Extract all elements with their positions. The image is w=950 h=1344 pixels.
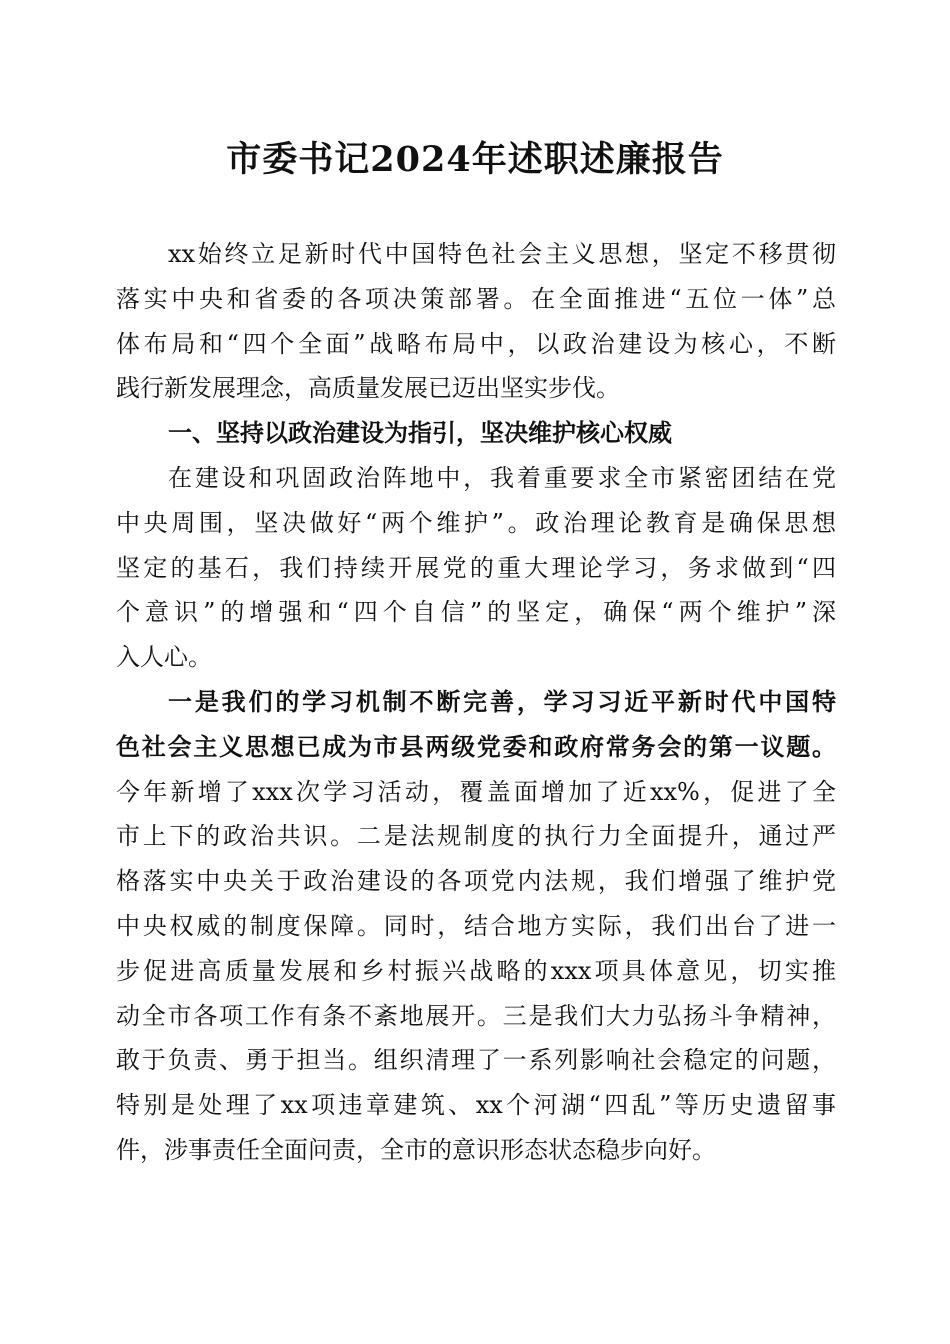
paragraph-line: 市上下的政治共识。二是法规制度的执行力全面提升，通过严 (116, 822, 836, 851)
paragraph-line: 个意识”的增强和“四个自信”的坚定，确保“两个维护”深 (116, 598, 836, 627)
paragraph-line: 敢于负责、勇于担当。组织清理了一系列影响社会稳定的问题， (116, 1046, 836, 1075)
paragraph-line: 一是我们的学习机制不断完善，学习习近平新时代中国特 (168, 686, 836, 716)
paragraph-line: 中央周围，坚决做好“两个维护”。政治理论教育是确保思想 (116, 508, 836, 537)
paragraph-line: xx始终立足新时代中国特色社会主义思想，坚定不移贯彻 (168, 240, 836, 268)
paragraph-line: 在建设和巩固政治阵地中，我着重要求全市紧密团结在党 (168, 463, 836, 492)
paragraph-line: 格落实中央关于政治建设的各项党内法规，我们增强了维护党 (116, 867, 836, 896)
paragraph-line: 中央权威的制度保障。同时，结合地方实际，我们出台了进一 (116, 911, 836, 940)
paragraph-line: 件，涉事责任全面问责，全市的意识形态状态稳步向好。 (116, 1135, 716, 1164)
document-body (116, 232, 836, 1173)
paragraph-line: 落实中央和省委的各项决策部署。在全面推进“五位一体”总 (116, 284, 836, 313)
paragraph-line: 体布局和“四个全面”战略布局中，以政治建设为核心，不断 (116, 329, 836, 358)
paragraph-line: 践行新发展理念，高质量发展已迈出坚实步伐。 (116, 374, 620, 403)
paragraph-line: 今年新增了xxx次学习活动，覆盖面增加了近xx%，促进了全 (116, 777, 836, 806)
paragraph-line: 色社会主义思想已成为市县两级党委和政府常务会的第一议题。 (116, 731, 836, 761)
paragraph-line: 入人心。 (116, 643, 212, 672)
paragraph-line: 动全市各项工作有条不紊地展开。三是我们大力弘扬斗争精神， (116, 1001, 836, 1030)
section-heading: 一、坚持以政治建设为指引，坚决维护核心权威 (168, 419, 672, 448)
paragraph-line: 坚定的基石，我们持续开展党的重大理论学习，务求做到“四 (116, 553, 836, 582)
paragraph-line: 特别是处理了xx项违章建筑、xx个河湖“四乱”等历史遗留事 (116, 1091, 836, 1120)
paragraph-line: 步促进高质量发展和乡村振兴战略的xxx项具体意见，切实推 (116, 956, 836, 985)
document-title: 市委书记2024年述职述廉报告 (226, 139, 724, 180)
